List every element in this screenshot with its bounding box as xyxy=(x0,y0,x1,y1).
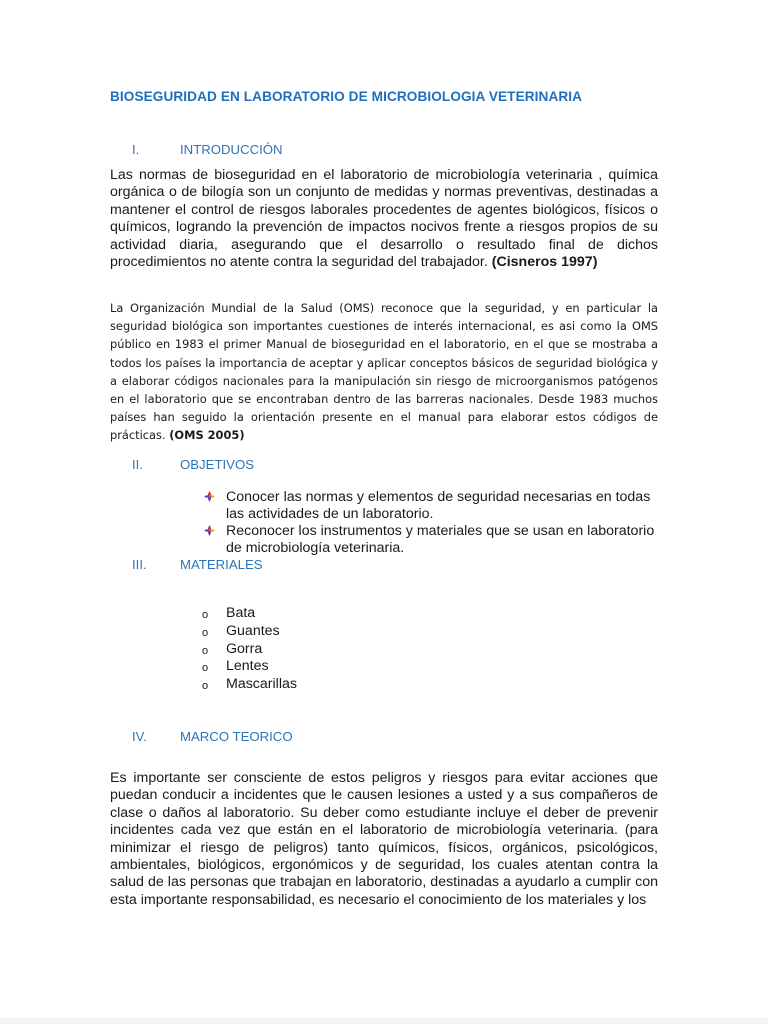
intro-paragraph-1 xyxy=(110,167,658,271)
section-title: INTRODUCCIÓN xyxy=(180,142,283,157)
objectives-list xyxy=(204,489,660,557)
list-item xyxy=(202,658,297,676)
section-heading-materials xyxy=(132,557,263,572)
list-item xyxy=(204,489,660,522)
circle-bullet-icon: o xyxy=(202,644,209,657)
material-text: Lentes xyxy=(226,658,269,675)
circle-bullet-icon: o xyxy=(202,662,209,675)
section-title: MARCO TEORICO xyxy=(180,729,293,744)
objective-text: Conocer las normas y elementos de seguridad necesarias en todas las actividades de un laboratorio. xyxy=(226,489,651,522)
page-bottom-edge xyxy=(0,1018,768,1024)
circle-bullet-icon: o xyxy=(202,609,209,621)
intro-paragraph-2 xyxy=(110,299,658,445)
list-item xyxy=(202,605,297,623)
section-heading-introduction xyxy=(132,142,283,157)
circle-bullet-icon: o xyxy=(202,626,209,639)
materials-list xyxy=(202,605,297,694)
theory-paragraph xyxy=(110,770,658,909)
list-item xyxy=(204,523,660,556)
material-text: Gorra xyxy=(226,640,263,657)
section-number: I. xyxy=(132,142,140,157)
theory-paragraph-text: Es importante ser consciente de estos peligros y riesgos para evitar acciones que puedan conducir a incidentes que le causen lesiones a usted y a sus compañeros de clase o daños al laboratorio. Su deber como estudiante incluye el deber de prevenir incidentes cada vez que están en el laboratorio de microbiología veterinaria. (para minimizar el riesgo de peligros) tanto químicos, físicos, orgánicos, psicológicos, ambientales, biológicos, ergonómicos y de seguridad, los cuales atentan contra la salud de las personas que trabajan en laboratorio, destinadas a ayudarlo a cumplir con esta importante responsabilidad, es necesario el conocimiento de los materiales y los xyxy=(110,770,658,908)
material-text: Bata xyxy=(226,605,256,621)
intro-paragraph-1-text: Las normas de bioseguridad en el laboratorio de microbiología veterinaria , química orgánica o de bilogía son un conjunto de medidas y normas preventivas, destinadas a mantener el control de riesgos laborales procedentes de agentes biológicos, físicos o químicos, logrando la prevención de impactos nocivos frente a riesgos propios de su actividad diaria, asegurando que el desarrollo o resultado final de dichos procedimientos no atente contra la seguridad del trabajador. xyxy=(110,167,658,271)
list-item xyxy=(202,623,297,641)
section-number: IV. xyxy=(132,729,147,744)
material-text: Mascarillas xyxy=(226,676,297,693)
section-title: OBJETIVOS xyxy=(180,457,255,472)
document-title: BIOSEGURIDAD EN LABORATORIO DE MICROBIOLOGIA VETERINARIA xyxy=(110,89,583,104)
material-text: Guantes xyxy=(226,622,280,639)
four-color-arrow-bullet-icon xyxy=(204,491,215,502)
objective-text: Reconocer los instrumentos y materiales que se usan en laboratorio de microbiología veterinaria. xyxy=(226,523,655,556)
intro-citation-1: (Cisneros 1997) xyxy=(491,254,598,271)
intro-citation-2: (OMS 2005) xyxy=(169,428,245,443)
four-color-arrow-bullet-icon xyxy=(204,525,215,536)
section-heading-objectives xyxy=(132,457,254,472)
intro-paragraph-2-text: La Organización Mundial de la Salud (OMS) reconoce que la seguridad, y en particular la seguridad biológica son importantes cuestiones de interés internacional, es asi como la OMS público en 1983 el primer Manual de bioseguridad en el laboratorio, en el que se mostraba a todos los países la importancia de aceptar y aplicar conceptos básicos de seguridad biológica y a elaborar códigos nacionales para la manipulación sin riesgo de microorganismos patógenos en el laboratorio que se encontraban dentro de las barreras nacionales. Desde 1983 muchos países han seguido la orientación presente en el manual para elaborar estos códigos de prácticas. xyxy=(110,301,658,443)
section-title: MATERIALES xyxy=(180,557,263,572)
circle-bullet-icon: o xyxy=(202,680,209,693)
section-number: III. xyxy=(132,557,147,572)
list-item xyxy=(202,676,297,694)
list-item xyxy=(202,641,297,659)
section-number: II. xyxy=(132,457,143,472)
section-heading-theory xyxy=(132,729,293,744)
